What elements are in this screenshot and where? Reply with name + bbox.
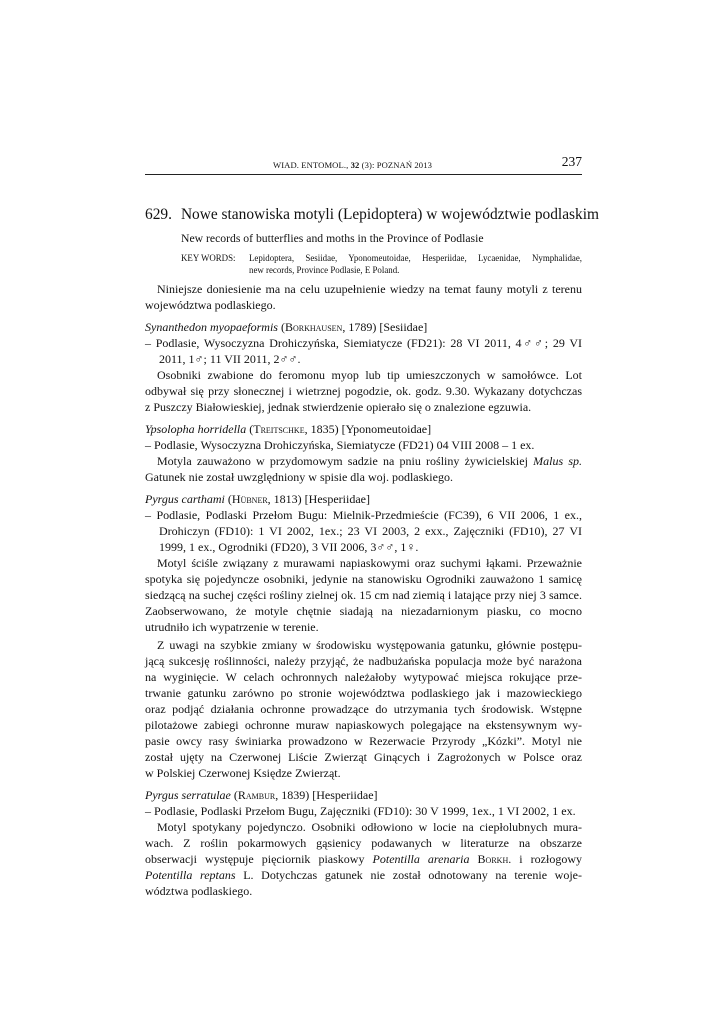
species-author: Hübner (231, 492, 268, 506)
paragraph-line: Potentilla reptans L. Dotychczas gatunek nie został odnotowany na terenie woje- (145, 868, 582, 882)
record-line: 1999, 1 ex., Ogrodniki (FD20), 3 VII 2006, 3♂♂, 1♀. (159, 540, 419, 554)
english-title: New records of butterflies and moths in the Province of Podlasie (181, 232, 484, 245)
paragraph-line: Zaobserwowano, że motyle chętnie siadają na niezadarnionym piasku, co mocno (145, 604, 582, 618)
article-number: 629. (145, 206, 172, 223)
species-heading: Ypsolopha horridella (Treitschke, 1835) [Yponomeutoidae] (145, 422, 432, 436)
article-title-text: Nowe stanowiska motyli (Lepidoptera) w województwie podlaskim (180, 206, 599, 223)
record-line: – Podlasie, Wysoczyzna Drohiczyńska, Siemiatycze (FD21) 04 VIII 2008 – 1 ex. (145, 438, 535, 452)
keywords-text: Lepidoptera, Sesiidae, Yponomeutoidae, Hesperiidae, Lycaenidae, Nymphalidae, new records, Province Podlasie, E Poland. (249, 253, 582, 275)
paragraph-line: pilotażowe zabiegi ochronne muraw napiaskowych polegające na ekstensywnym wy- (145, 718, 582, 732)
record-line: – Podlasie, Podlaski Przełom Bugu: Mielnik-Przedmieście (FC39), 6 VII 2006, 1 ex., (145, 508, 582, 522)
paragraph-line: Motyl ściśle związany z murawami napiaskowymi oraz suchymi łąkami. Przeważnie (157, 556, 582, 570)
paragraph-line: wach. Z roślin pokarmowych gąsienicy podawanych w literaturze na obszarze (145, 836, 582, 850)
species-heading: Pyrgus carthami (Hübner, 1813) [Hesperiidae] (145, 492, 370, 506)
species-author: Borkhausen (284, 320, 343, 334)
paragraph-line: Motyla zauważono w przydomowym sadzie na pniu rośliny żywicielskiej Malus sp. (157, 454, 583, 468)
paragraph-line: oraz podjąć działania ochronne prowadzące do utrzymania tych środowisk. Wstępne (145, 702, 582, 716)
page-number: 237 (561, 154, 582, 169)
record-line: – Podlasie, Podlaski Przełom Bugu, Zajęczniki (FD10): 30 V 1999, 1ex., 1 VI 2002, 1 ex. (145, 804, 576, 818)
record-line: – Podlasie, Wysoczyzna Drohiczyńska, Siemiatycze (FD21): 28 VI 2011, 4♂♂; 29 VI (145, 336, 582, 350)
species-name: Ypsolopha horridella (145, 422, 247, 436)
running-header (145, 154, 582, 175)
paragraph-line: siedzącą na suchej części rośliny zielnej ok. 15 cm nad ziemią i latające przy niej 3 samce. (145, 588, 582, 602)
species-heading: Pyrgus serratulae (Rambur, 1839) [Hesperiidae] (145, 788, 378, 802)
paragraph-line: trwanie gatunku zarówno po stronie województwa podlaskiego jak i mazowieckiego (145, 686, 582, 700)
paragraph-line: wództwa podlaskiego. (145, 884, 253, 898)
paragraph-line: w Polskiej Czerwonej Księdze Zwierząt. (145, 766, 341, 780)
species-author: Rambur (237, 788, 276, 802)
paragraph-line: województwa podlaskiego. (145, 298, 276, 312)
paragraph-line: odbywał się przy słonecznej i wietrznej pogodzie, ok. godz. 9.30. Wykazany dotychczas (145, 384, 582, 398)
paragraph-line: spotyka się pojedyncze osobniki, jedynie na stanowisku Ogrodniki zauważono 1 samicę (145, 572, 582, 586)
paragraph-line: jącą sukcesję roślinności, należy przyjąć, że nadbużańska populacja może być narażona (145, 654, 582, 668)
species-heading: Synanthedon myopaeformis (Borkhausen, 1789) [Sesiidae] (145, 320, 428, 334)
paragraph-line: na wyginięcie. W celach ochronnych należałoby wytypować miejsca rokujące prze- (145, 670, 582, 684)
paragraph-line: Gatunek nie został uwzględniony w spisie dla woj. podlaskiego. (145, 470, 453, 484)
paragraph-line: utrudniło ich wypatrzenie w terenie. (145, 620, 319, 634)
paragraph-line: Osobniki zwabione do feromonu myop lub tip umieszczonych w samołówce. Lot (157, 368, 582, 382)
keywords-label: KEY WORDS: (181, 253, 236, 263)
species-name: Pyrgus serratulae (145, 788, 231, 802)
species-author: Treitschke (253, 422, 305, 436)
species-name: Pyrgus carthami (145, 492, 225, 506)
paragraph-line: Motyl spotykany pojedynczo. Osobniki odłowiono w locie na ciepłolubnych mura- (157, 820, 582, 834)
running-head: WIAD. ENTOMOL., 32 (3): POZNAŃ 2013 (273, 160, 432, 170)
species-name: Synanthedon myopaeformis (145, 320, 278, 334)
record-line: 2011, 1♂; 11 VII 2011, 2♂♂. (159, 352, 301, 366)
paragraph-line: obserwacji występuje pięciornik piaskowy Potentilla arenaria Borkh. i rozłogowy (145, 852, 582, 866)
article-title (145, 206, 605, 224)
paragraph-line: Niniejsze doniesienie ma na celu uzupełnienie wiedzy na temat fauny motyli z terenu (157, 282, 582, 296)
record-line: Drohiczyn (FD10): 1 VI 2002, 1ex.; 23 VI 2003, 2 exx., Zajęczniki (FD10), 27 VI (159, 524, 582, 538)
paragraph-line: został ujęty na Czerwonej Liście Zwierząt Ginących i Zagrożonych w Polsce oraz (145, 750, 582, 764)
paragraph-line: z Puszczy Białowieskiej, jednak stwierdzenie opierało się o znalezione egzuwia. (145, 400, 532, 414)
volume-number: 32 (350, 160, 360, 170)
paragraph-line: Z uwagi na szybkie zmiany w środowisku występowania gatunku, głównie postępu- (157, 638, 582, 652)
paragraph-line: pasie owcy rasy świniarka prowadzono w Rezerwacie Przyrody „Kózki”. Motyl nie (145, 734, 582, 748)
